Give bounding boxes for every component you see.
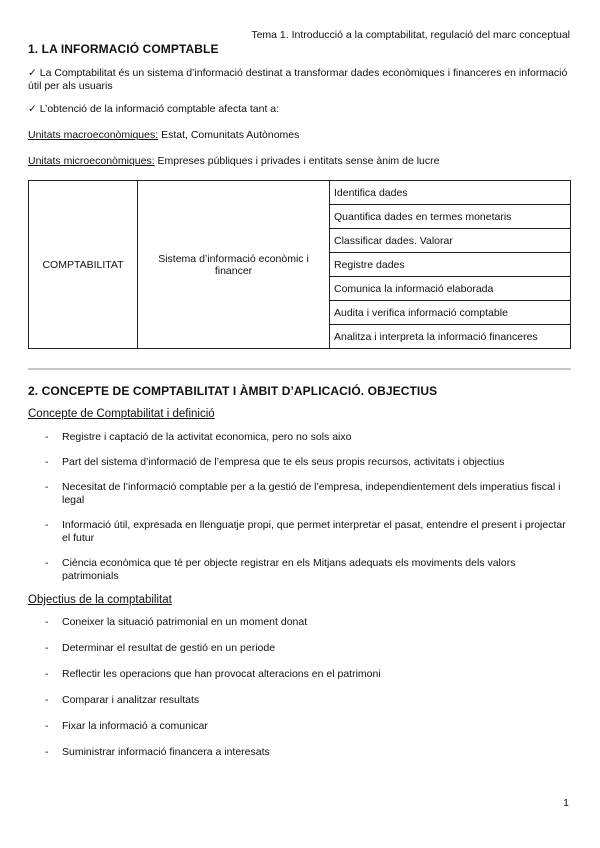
objectives-list bbox=[28, 616, 573, 759]
page-header: Tema 1. Introducció a la comptabilitat, regulació del marc conceptual bbox=[251, 29, 570, 41]
list-item: - Fixar la informació a comunicar bbox=[28, 720, 573, 733]
page-number: 1 bbox=[563, 797, 569, 809]
paragraph-definition bbox=[28, 67, 573, 93]
list-item: - Reflectir les operacions que han provocat alteracions en el patrimoni bbox=[28, 668, 573, 681]
paragraph-affects bbox=[28, 103, 573, 116]
list-item: - Determinar el resultat de gestió en un periode bbox=[28, 642, 573, 655]
concept-subheading: Concepte de Comptabilitat i definició bbox=[28, 408, 215, 420]
macro-units bbox=[28, 129, 573, 142]
objectives-subheading: Objectius de la comptabilitat bbox=[28, 594, 172, 606]
macro-text: Estat, Comunitats Autònomes bbox=[158, 129, 300, 141]
affects-text: L’obtenció de la informació comptable afecta tant a: bbox=[39, 103, 280, 115]
definition-text: La Comptabilitat és un sistema d’informació destinat a transformar dades econòmiques i financeres en informació útil per als usuaris bbox=[28, 67, 568, 92]
micro-label: Unitats microeconòmiques: bbox=[28, 155, 155, 167]
checkmark-icon: ✓ bbox=[28, 67, 37, 79]
function-cell: Audita i verifica informació comptable bbox=[330, 301, 571, 325]
function-cell: Comunica la informació elaborada bbox=[330, 277, 571, 301]
section-1-heading: 1. LA INFORMACIÓ COMPTABLE bbox=[28, 42, 219, 56]
system-cell: Sistema d’informació econòmic i financer bbox=[138, 181, 330, 349]
function-cell: Analitza i interpreta la informació financeres bbox=[330, 325, 571, 349]
list-item: - Part del sistema d’informació de l’empresa que te els seus propis recursos, activitats i objectius bbox=[28, 456, 573, 469]
section-2-heading: 2. CONCEPTE DE COMPTABILITAT I ÀMBIT D’APLICACIÓ. OBJECTIUS bbox=[28, 384, 438, 398]
list-item: - Comparar i analitzar resultats bbox=[28, 694, 573, 707]
macro-label: Unitats macroeconòmiques: bbox=[28, 129, 159, 141]
list-item: - Registre i captació de la activitat economica, pero no sols aixo bbox=[28, 431, 573, 444]
list-item: - Ciència econòmica que té per objecte registrar en els Mitjans adequats els moviments dels valors patrimonials bbox=[28, 557, 573, 583]
list-item: - Informació útil, expresada en llenguatje propi, que permet interpretar el pasat, entendre el present i projectar el futur bbox=[28, 519, 573, 545]
concept-list bbox=[28, 431, 573, 583]
micro-units bbox=[28, 155, 573, 168]
list-item: - Necesitat de l’informació comptable per a la gestió de l’empresa, independientement dels imperatius fiscal i legal bbox=[28, 481, 573, 507]
comptabilitat-cell: COMPTABILITAT bbox=[29, 181, 138, 349]
comptabilitat-table bbox=[28, 180, 571, 349]
function-cell: Identifica dades bbox=[330, 181, 571, 205]
list-item: - Coneixer la situació patrimonial en un moment donat bbox=[28, 616, 573, 629]
function-cell: Registre dades bbox=[330, 253, 571, 277]
table-row bbox=[29, 181, 571, 205]
section-divider bbox=[28, 368, 571, 370]
checkmark-icon: ✓ bbox=[28, 103, 37, 115]
list-item: - Suministrar informació financera a interesats bbox=[28, 746, 573, 759]
function-cell: Classificar dades. Valorar bbox=[330, 229, 571, 253]
micro-text: Empreses públiques i privades i entitats sense ànim de lucre bbox=[154, 155, 440, 167]
document-body bbox=[28, 42, 573, 759]
function-cell: Quantifica dades en termes monetaris bbox=[330, 205, 571, 229]
